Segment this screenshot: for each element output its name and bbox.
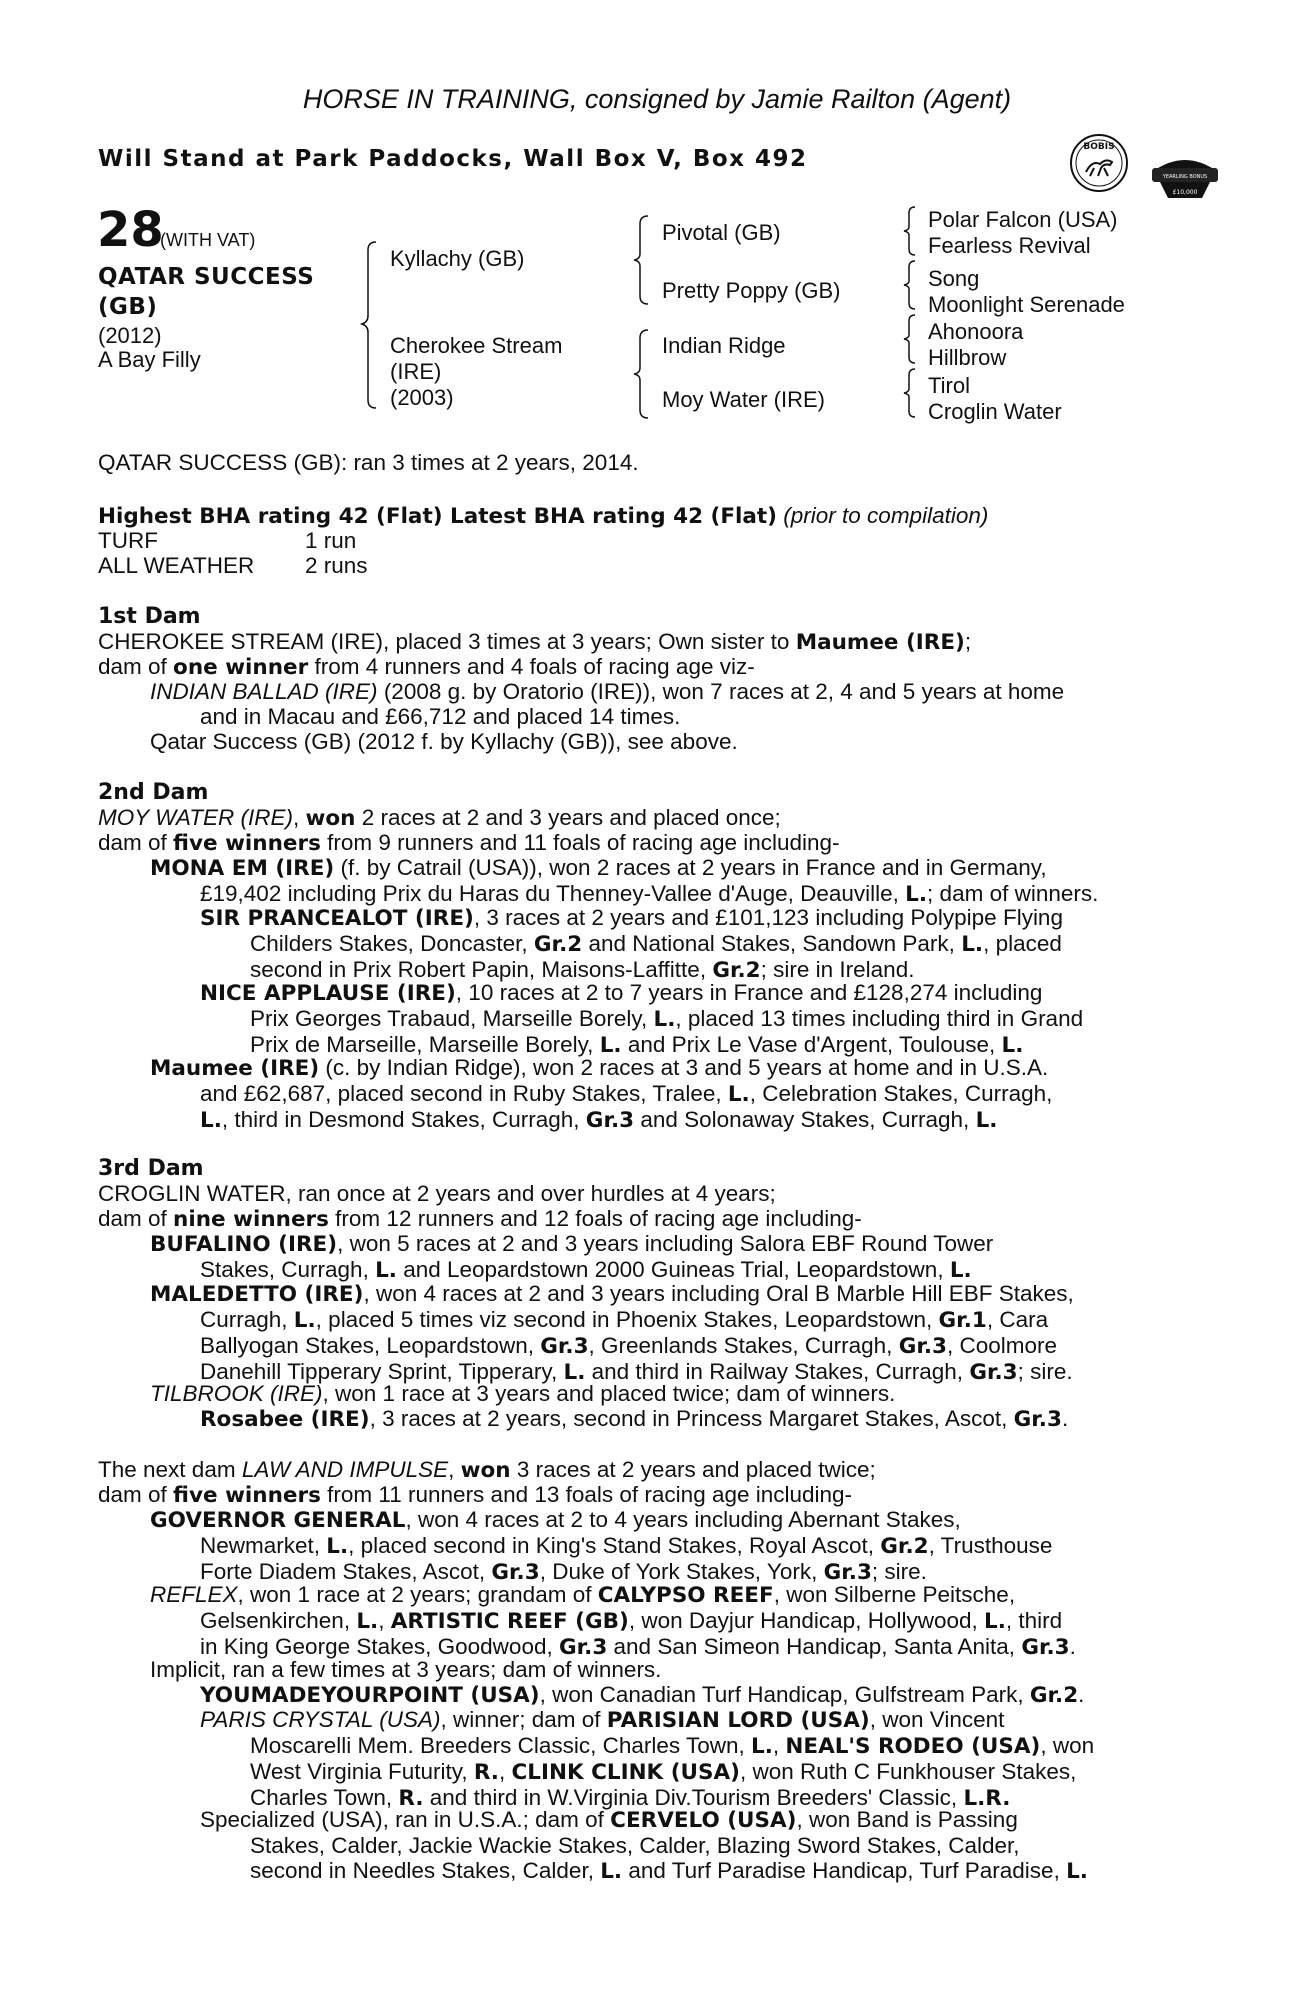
bha-rating: [98, 503, 988, 529]
pedigree-bracket-icon: [632, 214, 652, 306]
first-dam-line: dam of one winner from 4 runners and 4 foals of racing age viz-: [98, 654, 755, 680]
pedigree-g3-5: Ahonoora: [928, 319, 1024, 344]
horse-name: [98, 262, 358, 322]
first-dam-progeny: Qatar Success (GB) (2012 f. by Kyllachy (GB)), see above.: [150, 729, 738, 754]
progeny-entry: Implicit, ran a few times at 3 years; dam of winners.: [150, 1657, 662, 1682]
svg-text:£10,000: £10,000: [1172, 189, 1198, 196]
pedigree-bracket-icon: [360, 240, 380, 410]
bha-rating-note: (prior to compilation): [783, 503, 989, 528]
pedigree-g3-6: Hillbrow: [928, 345, 1007, 370]
turf-runs: 1 run: [305, 528, 357, 553]
all-weather-runs: 2 runs: [305, 553, 368, 578]
pedigree-dam-dam: Moy Water (IRE): [662, 387, 825, 412]
pedigree-g3-1: Polar Falcon (USA): [928, 207, 1118, 232]
lot-number: 28: [97, 202, 164, 258]
svg-text:BOBIS: BOBIS: [1083, 142, 1115, 152]
racing-post-bonus-badge-icon: [1146, 146, 1224, 204]
pedigree-dam-line3: (2003): [390, 385, 454, 410]
second-dam-heading: 2nd Dam: [98, 780, 209, 805]
progeny-entry: TILBROOK (IRE), won 1 race at 3 years and placed twice; dam of winners.: [150, 1381, 896, 1406]
progeny-entry: PARIS CRYSTAL (USA), winner; dam of PARISIAN LORD (USA), won Vincent Moscarelli Mem. Breeders Classic, Charles Town, L., NEAL'S RODEO (USA), won West Virginia Futurity, R., CLINK CLINK (USA), won Ruth C Funkhouser Stakes, Charles Town, R. and third in W.Virginia Div.Tourism Breeders' Classic, L.R.: [200, 1707, 1095, 1811]
turf-label: TURF: [98, 528, 158, 553]
progeny-entry: Specialized (USA), ran in U.S.A.; dam of CERVELO (USA), won Band is Passing Stakes, Calder, Jackie Wackie Stakes, Calder, Blazing Sword Stakes, Calder, second in Needles Stakes, Calder, L. and Turf Paradise Handicap, Turf Paradise, L.: [200, 1807, 1088, 1884]
progeny-entry: BUFALINO (IRE), won 5 races at 2 and 3 years including Salora EBF Round Tower Stakes, Curragh, L. and Leopardstown 2000 Guineas Trial, Leopardstown, L.: [150, 1231, 994, 1283]
second-dam-line: dam of five winners from 9 runners and 11 foals of racing age including-: [98, 830, 840, 856]
next-dam-line: dam of five winners from 11 runners and 13 foals of racing age including-: [98, 1482, 853, 1508]
progeny-entry: YOUMADEYOURPOINT (USA), won Canadian Turf Handicap, Gulfstream Park, Gr.2.: [200, 1682, 1085, 1708]
progeny-entry: SIR PRANCEALOT (IRE), 3 races at 2 years and £101,123 including Polypipe Flying Childers Stakes, Doncaster, Gr.2 and National Stakes, Sandown Park, L., placed second in Prix Robert Papin, Maisons-Laffitte, Gr.2; sire in Ireland.: [200, 905, 1063, 983]
pedigree-g3-8: Croglin Water: [928, 399, 1062, 424]
first-dam-line: CHEROKEE STREAM (IRE), placed 3 times at 3 years; Own sister to Maumee (IRE);: [98, 629, 972, 655]
pedigree-bracket-icon: [902, 205, 918, 257]
pedigree-dam-line2: (IRE): [390, 359, 442, 384]
pedigree-bracket-icon: [902, 259, 918, 311]
pedigree-sire-dam: Pretty Poppy (GB): [662, 278, 841, 303]
pedigree-sire: Kyllachy (GB): [390, 246, 525, 271]
progeny-entry: Maumee (IRE) (c. by Indian Ridge), won 2 races at 3 and 5 years at home and in U.S.A. and £62,687, placed second in Ruby Stakes, Tralee, L., Celebration Stakes, Curragh, L., third in Desmond Stakes, Curragh, Gr.3 and Solonaway Stakes, Curragh, L.: [150, 1055, 1053, 1133]
all-weather-label: ALL WEATHER: [98, 553, 255, 578]
progeny-entry: REFLEX, won 1 race at 2 years; grandam of CALYPSO REEF, won Silberne Peitsche, Gelsenkirchen, L., ARTISTIC REEF (GB), won Dayjur Handicap, Hollywood, L., third in King George Stakes, Goodwood, Gr.3 and San Simeon Handicap, Santa Anita, Gr.3.: [150, 1582, 1076, 1660]
pedigree-dam-sire: Indian Ridge: [662, 333, 786, 358]
pedigree-sire-sire: Pivotal (GB): [662, 220, 781, 245]
svg-text:YEARLING BONUS: YEARLING BONUS: [1162, 174, 1208, 180]
next-dam-line: The next dam LAW AND IMPULSE, won 3 races at 2 years and placed twice;: [98, 1457, 876, 1483]
page-title: HORSE IN TRAINING, consigned by Jamie Railton (Agent): [302, 84, 1012, 114]
third-dam-line: dam of nine winners from 12 runners and 12 foals of racing age including-: [98, 1206, 862, 1232]
first-dam-progeny-cont: and in Macau and £66,712 and placed 14 times.: [200, 704, 681, 729]
pedigree-dam-line1: Cherokee Stream: [390, 333, 563, 358]
pedigree-bracket-icon: [902, 313, 918, 365]
first-dam-progeny: INDIAN BALLAD (IRE) (2008 g. by Oratorio (IRE)), won 7 races at 2, 4 and 5 years at home: [150, 679, 1065, 704]
pedigree-g3-3: Song: [928, 266, 980, 291]
third-dam-heading: 3rd Dam: [98, 1156, 204, 1181]
progeny-entry: Rosabee (IRE), 3 races at 2 years, second in Princess Margaret Stakes, Ascot, Gr.3.: [200, 1406, 1069, 1432]
foaling-year: (2012): [98, 323, 162, 348]
bha-rating-headline: Highest BHA rating 42 (Flat) Latest BHA rating 42 (Flat): [98, 504, 778, 529]
horse-name-line2: (GB): [98, 294, 158, 320]
pedigree-g3-7: Tirol: [928, 373, 970, 398]
pedigree-bracket-icon: [632, 328, 652, 420]
progeny-entry: NICE APPLAUSE (IRE), 10 races at 2 to 7 years in France and £128,274 including Prix Georges Trabaud, Marseille Borely, L., placed 13 times including third in Grand Prix de Marseille, Marseille Borely, L. and Prix Le Vase d'Argent, Toulouse, L.: [200, 980, 1084, 1058]
bobis-logo-icon: [1068, 132, 1130, 194]
pedigree-bracket-icon: [902, 367, 918, 419]
race-summary: QATAR SUCCESS (GB): ran 3 times at 2 years, 2014.: [98, 450, 639, 475]
second-dam-line: MOY WATER (IRE), won 2 races at 2 and 3 years and placed once;: [98, 805, 781, 831]
horse-name-line1: QATAR SUCCESS: [98, 264, 315, 290]
pedigree-g3-2: Fearless Revival: [928, 233, 1091, 258]
progeny-entry: MONA EM (IRE) (f. by Catrail (USA)), won 2 races at 2 years in France and in Germany, £19,402 including Prix du Haras du Thenney-Vallee d'Auge, Deauville, L.; dam of winners.: [150, 855, 1099, 907]
progeny-entry: GOVERNOR GENERAL, won 4 races at 2 to 4 years including Abernant Stakes, Newmarket, L., placed second in King's Stand Stakes, Royal Ascot, Gr.2, Trusthouse Forte Diadem Stakes, Ascot, Gr.3, Duke of York Stakes, York, Gr.3; sire.: [150, 1507, 1053, 1585]
stand-location: Will Stand at Park Paddocks, Wall Box V, Box 492: [98, 146, 808, 172]
third-dam-line: CROGLIN WATER, ran once at 2 years and over hurdles at 4 years;: [98, 1181, 776, 1206]
vat-note: (WITH VAT): [160, 230, 256, 250]
horse-description: A Bay Filly: [98, 347, 201, 372]
first-dam-heading: 1st Dam: [98, 604, 201, 629]
progeny-entry: MALEDETTO (IRE), won 4 races at 2 and 3 years including Oral B Marble Hill EBF Stakes, Curragh, L., placed 5 times viz second in Phoenix Stakes, Leopardstown, Gr.1, Cara Ballyogan Stakes, Leopardstown, Gr.3, Greenlands Stakes, Curragh, Gr.3, Coolmore Danehill Tipperary Sprint, Tipperary, L. and third in Railway Stakes, Curragh, Gr.3; sire.: [150, 1281, 1074, 1385]
pedigree-g3-4: Moonlight Serenade: [928, 292, 1125, 317]
